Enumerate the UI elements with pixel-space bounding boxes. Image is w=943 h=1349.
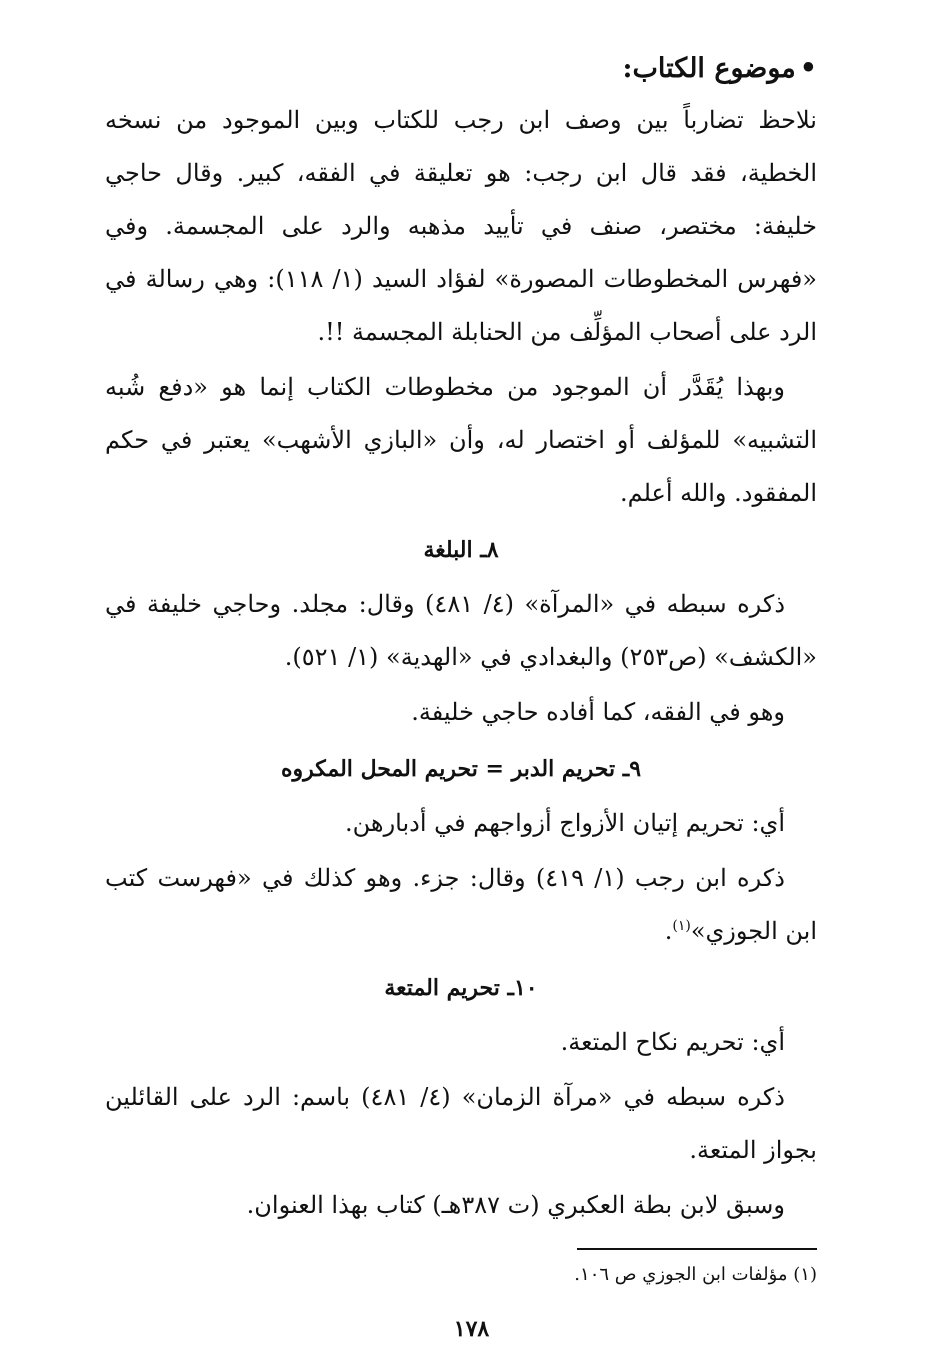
entry-10-paragraph-1: أي: تحريم نكاح المتعة.	[560, 1028, 785, 1056]
entry-10-paragraph-3: وسبق لابن بطة العكبري (ت ٣٨٧هـ) كتاب بهذا العنوان.	[246, 1191, 785, 1219]
intro-paragraph-1: نلاحظ تضارباً بين وصف ابن رجب للكتاب وبين الموجود من نسخه الخطية، فقد قال ابن رجب: هو تعليقة في الفقه، كبير. وقال حاجي خليفة: مختصر، صنف في تأييد مذهبه والرد على المجسمة. وفي «فهرس المخطوطات المصورة» لفؤاد السيد (١/ ١١٨): وهي رسالة في الرد على أصحاب المؤلِّف من الحنابلة المجسمة !!.	[105, 106, 817, 346]
footnote-divider	[577, 1248, 817, 1250]
entry-heading-10: ١٠ـ تحريم المتعة	[384, 975, 538, 1001]
footnote-marker[interactable]: (١)	[672, 918, 691, 934]
entry-9-paragraph-2-end: .	[664, 917, 673, 945]
entry-9-paragraph-2	[105, 852, 817, 958]
entry-8-paragraph-1: ذكره سبطه في «المرآة» (٤/ ٤٨١) وقال: مجلد. وحاجي خليفة في «الكشف» (ص٢٥٣) والبغدادي في «الهدية» (١/ ٥٢١).	[105, 590, 817, 671]
intro-paragraph-2: وبهذا يُقَدَّر أن الموجود من مخطوطات الكتاب إنما هو «دفع شُبه التشبيه» للمؤلف أو اختصار له، وأن «البازي الأشهب» يعتبر في حكم المفقود. والله أعلم.	[105, 373, 817, 507]
section-title-text: موضوع الكتاب:	[622, 53, 796, 84]
entry-heading-8: ٨ـ البلغة	[423, 537, 499, 563]
footnote-text: (١) مؤلفات ابن الجوزي ص ١٠٦.	[574, 1264, 817, 1285]
entry-heading-9: ٩ـ تحريم الدبر = تحريم المحل المكروه	[280, 756, 642, 782]
entry-8-paragraph-2: وهو في الفقه، كما أفاده حاجي خليفة.	[411, 698, 785, 726]
entry-10-paragraph-2: ذكره سبطه في «مرآة الزمان» (٤/ ٤٨١) باسم: الرد على القائلين بجواز المتعة.	[105, 1083, 817, 1164]
entry-9-paragraph-2-text: ذكره ابن رجب (١/ ٤١٩) وقال: جزء. وهو كذلك في «فهرست كتب ابن الجوزي»	[105, 864, 817, 945]
entry-9-paragraph-1: أي: تحريم إتيان الأزواج أزواجهم في أدبارهن.	[345, 809, 785, 837]
section-title	[105, 44, 817, 94]
page-number: ١٧٨	[453, 1316, 490, 1342]
bullet-icon: •	[799, 53, 817, 84]
main-text-block	[105, 44, 817, 1234]
